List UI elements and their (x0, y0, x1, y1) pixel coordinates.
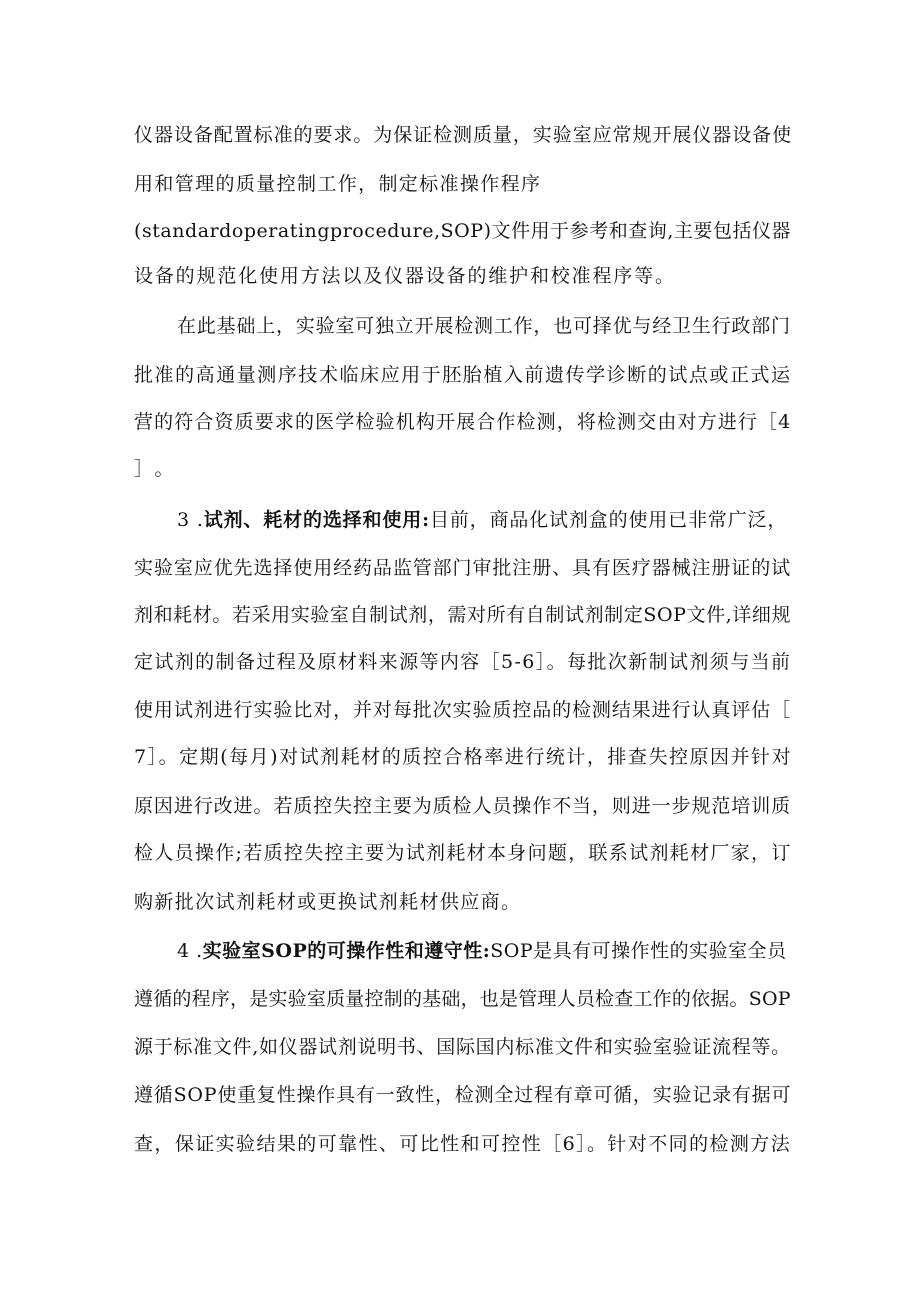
paragraph-line-7: 营的符合资质要求的医学检验机构开展合作检测，将检测交由对方进行［4 (134, 411, 792, 433)
paragraph-line-15: 检人员操作;若质控失控主要为试剂耗材本身问题，联系试剂耗材厂家，订 (134, 842, 792, 864)
section-4-number: 4 . (177, 940, 203, 962)
paragraph-line-13: 7］。定期(每月)对试剂耗材的质控合格率进行统计，排查失控原因并针对 (134, 746, 793, 768)
paragraph-line-8: ］。 (134, 458, 185, 480)
paragraph-line-17: 遵循的程序，是实验室质量控制的基础，也是管理人员检查工作的依据。SOP (134, 988, 791, 1010)
paragraph-line-20: 查，保证实验结果的可靠性、可比性和可控性［6］。针对不同的检测方法 (134, 1133, 792, 1155)
paragraph-line-1: 仪器设备配置标准的要求。为保证检测质量，实验室应常规开展仪器设备使 (134, 124, 793, 146)
section-4-heading: 实验室SOP的可操作性和遵守性: (202, 940, 491, 962)
section-3-number: 3 . (177, 509, 204, 531)
paragraph-line-9: 实验室应优先选择使用经药品监管部门审批注册、具有医疗器械注册证的试 (134, 557, 792, 579)
paragraph-line-16: 购新批次试剂耗材或更换试剂耗材供应商。 (134, 891, 522, 913)
section-4-first-line (177, 939, 790, 963)
section-4-text: SOP是具有可操作性的实验室全员 (490, 940, 787, 962)
paragraph-line-10: 剂和耗材。若采用实验室自制试剂，需对所有自制试剂制定SOP文件,详细规 (134, 604, 792, 626)
paragraph-line-14: 原因进行改进。若质控失控主要为质检人员操作不当，则进一步规范培训质 (134, 795, 792, 817)
section-3-text: 目前，商品化试剂盒的使用已非常广泛， (429, 509, 788, 531)
paragraph-line-3: (standardoperatingprocedure,SOP)文件用于参考和查询,主要包括仪器 (134, 220, 792, 242)
paragraph-line-11: 定试剂的制备过程及原材料来源等内容［5-6］。每批次新制试剂须与当前 (134, 651, 792, 673)
paragraph-line-19: 遵循SOP使重复性操作具有一致性，检测全过程有章可循，实验记录有据可 (134, 1084, 792, 1106)
paragraph-line-5: 在此基础上，实验室可独立开展检测工作，也可择优与经卫生行政部门 (177, 315, 791, 337)
section-3-heading: 试剂、耗材的选择和使用: (203, 509, 430, 531)
section-3-first-line (177, 508, 793, 532)
paragraph-line-6: 批准的高通量测序技术临床应用于胚胎植入前遗传学诊断的试点或正式运 (134, 364, 792, 386)
paragraph-line-2: 用和管理的质量控制工作，制定标准操作程序 (134, 173, 542, 195)
paragraph-line-12: 使用试剂进行实验比对，并对每批次实验质控品的检测结果进行认真评估［ (134, 699, 792, 721)
paragraph-line-4: 设备的规范化使用方法以及仪器设备的维护和校准程序等。 (134, 265, 676, 287)
paragraph-line-18: 源于标准文件,如仪器试剂说明书、国际国内标准文件和实验室验证流程等。 (134, 1036, 791, 1058)
